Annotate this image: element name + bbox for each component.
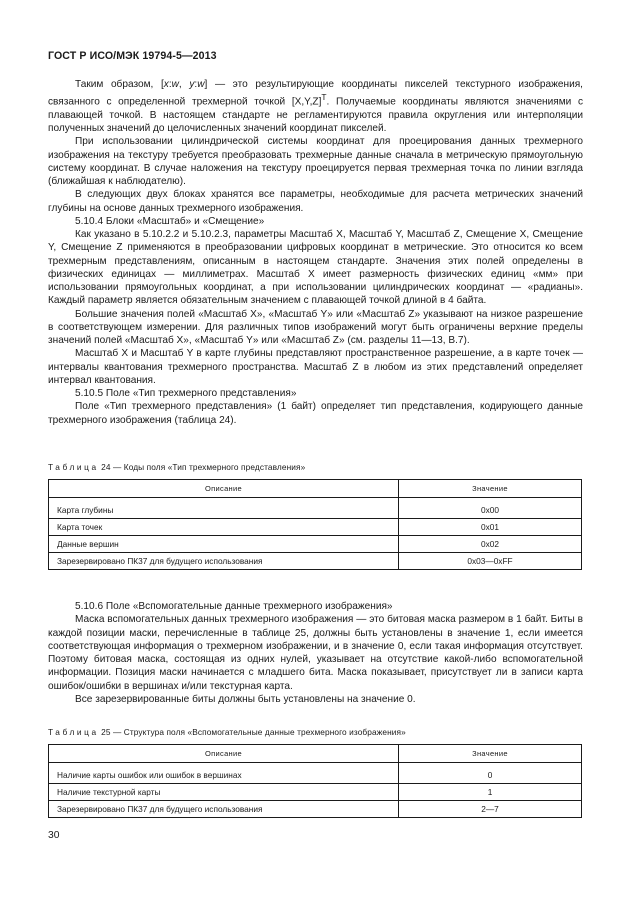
table-row — [49, 763, 582, 784]
cell-description: Зарезервировано ПК37 для будущего использования — [49, 553, 399, 570]
cell-value: 2—7 — [399, 801, 582, 818]
cell-value: 1 — [399, 784, 582, 801]
column-header-description: Описание — [49, 480, 399, 498]
table-row — [49, 553, 582, 570]
section-heading-5-10-6: 5.10.6 Поле «Вспомогательные данные трехмерного изображения» — [75, 601, 393, 612]
paragraph-depth-map: Масштаб X и Масштаб Y в карте глубины представляют пространственное разрешение, а в карте точек — интервалы квантования трехмерного пространства. Масштаб Z в любом из этих представлений определяет интервал квантования. — [48, 348, 583, 386]
table-24-caption: Таблица 24 — Коды поля «Тип трехмерного представления» — [48, 462, 306, 472]
column-header-description: Описание — [49, 745, 399, 763]
table-row — [49, 498, 582, 519]
table-row — [49, 536, 582, 553]
table-row — [49, 801, 582, 818]
paragraph-reserved-bits: Все зарезервированные биты должны быть установлены на значение 0. — [75, 693, 416, 705]
paragraph-next-blocks: В следующих двух блоках хранятся все параметры, необходимые для расчета метрических значений глубины на основе данных трехмерного изображения. — [48, 189, 583, 214]
cell-value: 0x00 — [399, 498, 582, 519]
paragraph-large-values: Большие значения полей «Масштаб X», «Масштаб Y» или «Масштаб Z» указывают на низкое разрешение в соответствующем измерении. Для различных типов изображений могут быть ограничены верхние пределы значений полей «Масштаб X», «Масштаб Y» или «Масштаб Z» (см. разделы 11—13, В.7). — [48, 308, 583, 347]
cell-value: 0 — [399, 763, 582, 784]
table-25-caption: Таблица 25 — Структура поля «Вспомогательные данные трехмерного изображения» — [48, 727, 406, 737]
paragraph-texture-coordinates: Таким образом, [x:w, y:w] — это результирующие координаты пикселей текстурного изображения, связанного с определенной трехмерной точкой $[X,Y,Z]^T$. Получаемые координаты являются значениями с плавающей точкой. В настоящем стандарте не регламентируются правила округления или интерполяции полученных значений до целочисленных значений координат пикселей. — [48, 79, 583, 135]
page-number: 30 — [48, 830, 60, 841]
cell-description: Наличие текстурной карты — [49, 784, 399, 801]
cell-description: Карта глубины — [49, 498, 399, 519]
table-header-row — [49, 480, 582, 498]
section-heading-5-10-4: 5.10.4 Блоки «Масштаб» и «Смещение» — [75, 215, 265, 227]
table-row — [49, 519, 582, 536]
table-25 — [48, 744, 582, 818]
cell-value: 0x01 — [399, 519, 582, 536]
paragraph-cylindrical: При использовании цилиндрической системы координат для проецирования данных трехмерного изображения на текстуру требуется преобразовать трехмерные данные сначала в метрическую прямоугольную систему координат. В случае наложения на текстуру проецируется первая трехмерная точка по линии взгляда (ближайшая к наблюдателю). — [48, 136, 583, 188]
cell-value: 0x02 — [399, 536, 582, 553]
section-heading-5-10-5: 5.10.5 Поле «Тип трехмерного представления» — [75, 388, 297, 400]
column-header-value: Значение — [399, 480, 582, 498]
column-header-value: Значение — [399, 745, 582, 763]
cell-description: Зарезервировано ПК37 для будущего использования — [49, 801, 399, 818]
body-text-block — [48, 78, 583, 427]
cell-description: Наличие карты ошибок или ошибок в вершинах — [49, 763, 399, 784]
paragraph-scale-offset: Как указано в 5.10.2.2 и 5.10.2.3, параметры Масштаб X, Масштаб Y, Масштаб Z, Смещение X, Смещение Y, Смещение Z применяются в преобразовании цифровых координат в метрические. Это относится ко всем трехмерным представлениям, описанным в настоящем стандарте. Значения этих полей определены в физических единицах — миллиметрах. Масштаб X имеет размерность физических единиц «мм» при использовании прямоугольных координат, а при использовании цилиндрических координат — «радианы». Каждый параметр является обязательным значением с плавающей точкой длиной в 4 байта. — [48, 229, 583, 307]
body-text-block-2 — [48, 600, 583, 706]
document-header: ГОСТ Р ИСО/МЭК 19794-5—2013 — [48, 50, 217, 62]
table-header-row — [49, 745, 582, 763]
table-24 — [48, 479, 582, 570]
paragraph-representation-type: Поле «Тип трехмерного представления» (1 байт) определяет тип представления, кодирующего данные трехмерного изображения (таблица 24). — [48, 401, 583, 426]
cell-description: Карта точек — [49, 519, 399, 536]
cell-description: Данные вершин — [49, 536, 399, 553]
cell-value: 0x03—0xFF — [399, 553, 582, 570]
table-row — [49, 784, 582, 801]
paragraph-auxiliary-mask: Маска вспомогательных данных трехмерного изображения — это битовая маска размером в 1 байт. Биты в каждой позиции маски, перечисленные в таблице 25, должны быть установлены в значение 1, если имеется соответствующая информация о трехмерном изображении, и в значение 0, если такая информация отсутствует. Поэтому битовая маска, состоящая из одних нулей, указывает на отсутствие какой-либо вспомогательной информации. Позиция маски начинается с младшего бита. Маска показывает, присутствует ли в записи карта ошибок/ошибки в вершинах и/или текстурная карта. — [48, 614, 583, 692]
